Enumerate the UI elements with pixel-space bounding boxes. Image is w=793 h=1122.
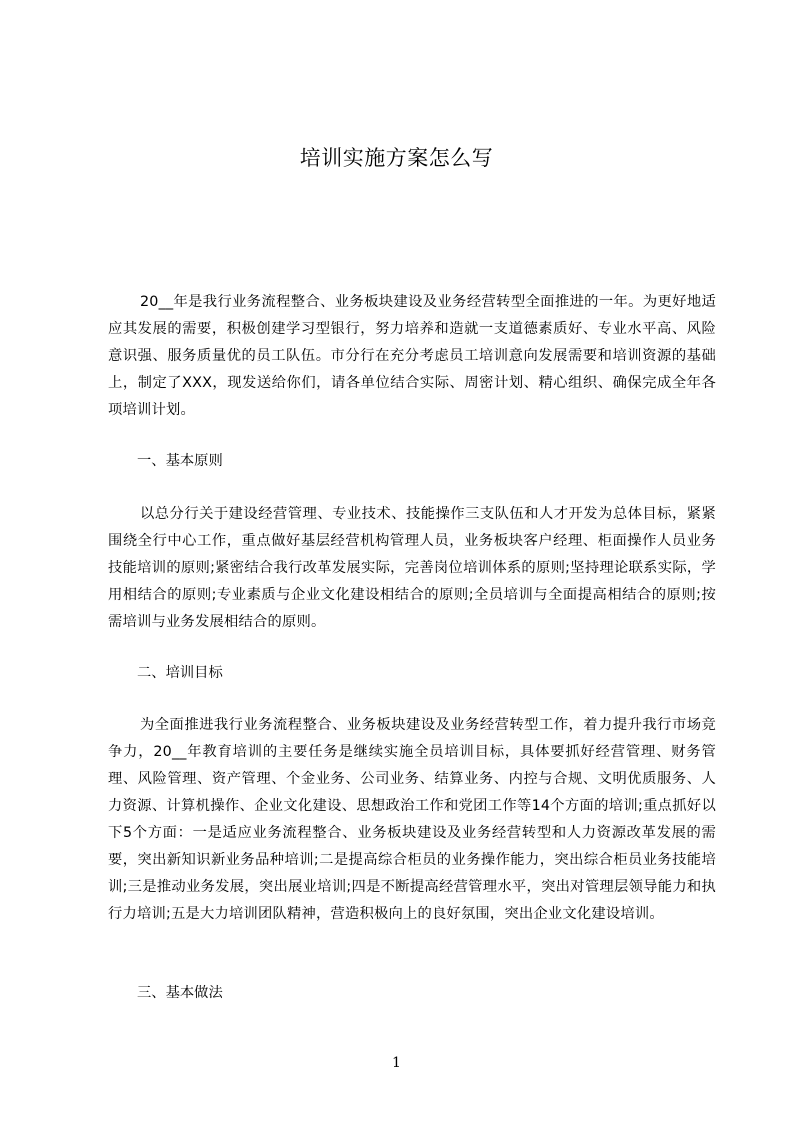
page-number: 1 (392, 1055, 401, 1071)
section-heading-goals: 二、培训目标 (137, 665, 223, 681)
section-heading-principles: 一、基本原则 (137, 453, 223, 469)
document-title: 培训实施方案怎么写 (299, 146, 494, 170)
section-heading-methods: 三、基本做法 (137, 985, 223, 1001)
intro-paragraph: 20__年是我行业务流程整合、业务板块建设及业务经营转型全面推进的一年。为更好地适应其发展的需要，积极创建学习型银行，努力培养和造就一支道德素质好、专业水平高、风险意识强、服务质量优的员工队伍。市分行在充分考虑员工培训意向发展需要和培训资源的基础上，制定了XXX，现发送给你们，请各单位结合实际、周密计划、精心组织、确保完成全年各项培训计划。 (108, 294, 716, 418)
section-body-principles: 以总分行关于建设经营管理、专业技术、技能操作三支队伍和人才开发为总体目标，紧紧围绕全行中心工作，重点做好基层经营机构管理人员，业务板块客户经理、柜面操作人员业务技能培训的原则;紧密结合我行改革发展实际，完善岗位培训体系的原则;坚持理论联系实际，学用相结合的原则;专业素质与企业文化建设相结合的原则;全员培训与全面提高相结合的原则;按需培训与业务发展相结合的原则。 (108, 506, 716, 630)
section-body-goals: 为全面推进我行业务流程整合、业务板块建设及业务经营转型工作，着力提升我行市场竞争力，20__年教育培训的主要任务是继续实施全员培训目标，具体要抓好经营管理、财务管理、风险管理、资产管理、个金业务、公司业务、结算业务、内控与合规、文明优质服务、人力资源、计算机操作、企业文化建设、思想政治工作和党团工作等14个方面的培训;重点抓好以下5个方面：一是适应业务流程整合、业务板块建设及业务经营转型和人力资源改革发展的需要，突出新知识新业务品种培训;二是提高综合柜员的业务操作能力，突出综合柜员业务技能培训;三是推动业务发展，突出展业培训;四是不断提高经营管理水平，突出对管理层领导能力和执行力培训;五是大力培训团队精神，营造积极向上的良好氛围，突出企业文化建设培训。 (108, 717, 716, 922)
